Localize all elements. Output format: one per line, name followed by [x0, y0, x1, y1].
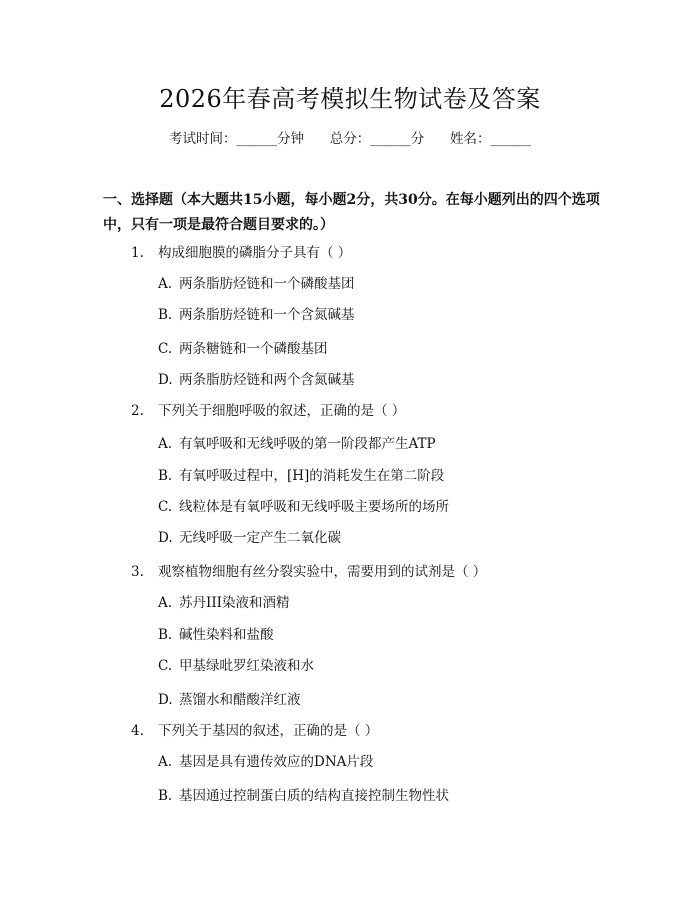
- question-2: [131, 401, 405, 421]
- option-text: 甲基绿吡罗红染液和水: [179, 658, 314, 674]
- option-text: 基因通过控制蛋白质的结构直接控制生物性状: [179, 788, 449, 804]
- option-letter: A.: [158, 754, 173, 770]
- option-text: 有氧呼吸过程中，[H]的消耗发生在第二阶段: [179, 468, 445, 484]
- question-text: 下列关于基因的叙述，正确的是（ ）: [158, 723, 379, 739]
- exam-title: 2026年春高考模拟生物试卷及答案: [159, 85, 541, 113]
- question-text: 构成细胞膜的磷脂分子具有（ ）: [158, 245, 352, 261]
- question-number: 2.: [131, 403, 144, 419]
- question-text: 下列关于细胞呼吸的叙述，正确的是（ ）: [158, 403, 406, 419]
- option-text: 两条脂肪烃链和一个磷酸基团: [179, 276, 355, 292]
- option-text: 碱性染料和盐酸: [179, 627, 274, 643]
- question-3-option-b: [158, 625, 274, 645]
- question-3-option-a: [158, 593, 290, 613]
- section-heading: 一、选择题（本大题共15小题，每小题2分，共30分。在每小题列出的四个选项中，只有一项是最符合题目要求的。）: [103, 192, 600, 233]
- question-4-option-a: [158, 752, 373, 772]
- question-2-option-d: [158, 528, 341, 548]
- question-4: [131, 721, 378, 741]
- option-text: 两条脂肪烃链和一个含氮碱基: [179, 307, 355, 323]
- option-text: 苏丹III染液和酒精: [179, 595, 290, 611]
- option-letter: B.: [158, 468, 173, 484]
- option-text: 蒸馏水和醋酸洋红液: [179, 692, 301, 708]
- option-letter: A.: [158, 276, 173, 292]
- question-3-option-d: [158, 690, 301, 710]
- question-4-option-b: [158, 786, 449, 806]
- option-text: 有氧呼吸和无线呼吸的第一阶段都产生ATP: [179, 436, 436, 452]
- question-3-option-c: [158, 656, 314, 676]
- question-1-option-c: [158, 339, 328, 359]
- option-letter: A.: [158, 595, 173, 611]
- option-letter: B.: [158, 627, 173, 643]
- question-3: [131, 562, 486, 582]
- question-number: 4.: [131, 723, 144, 739]
- exam-meta-line: 考试时间：______分钟 总分：______分 姓名：______: [169, 131, 531, 147]
- question-2-option-a: [158, 434, 436, 454]
- question-number: 3.: [131, 564, 144, 580]
- option-letter: B.: [158, 788, 173, 804]
- option-letter: D.: [158, 372, 173, 388]
- question-1-option-d: [158, 370, 355, 390]
- option-text: 基因是具有遗传效应的DNA片段: [179, 754, 374, 770]
- option-letter: C.: [158, 658, 173, 674]
- option-text: 两条糖链和一个磷酸基团: [179, 341, 328, 357]
- option-text: 无线呼吸一定产生二氧化碳: [179, 530, 341, 546]
- option-text: 线粒体是有氧呼吸和无线呼吸主要场所的场所: [179, 499, 449, 515]
- question-1-option-a: [158, 274, 355, 294]
- option-letter: C.: [158, 341, 173, 357]
- option-letter: D.: [158, 530, 173, 546]
- option-text: 两条脂肪烃链和两个含氮碱基: [179, 372, 355, 388]
- question-number: 1.: [131, 245, 144, 261]
- question-1-option-b: [158, 305, 355, 325]
- option-letter: B.: [158, 307, 173, 323]
- option-letter: C.: [158, 499, 173, 515]
- option-letter: D.: [158, 692, 173, 708]
- option-letter: A.: [158, 436, 173, 452]
- question-1: [131, 243, 351, 263]
- question-2-option-b: [158, 466, 444, 486]
- question-2-option-c: [158, 497, 449, 517]
- question-text: 观察植物细胞有丝分裂实验中，需要用到的试剂是（ ）: [158, 564, 487, 580]
